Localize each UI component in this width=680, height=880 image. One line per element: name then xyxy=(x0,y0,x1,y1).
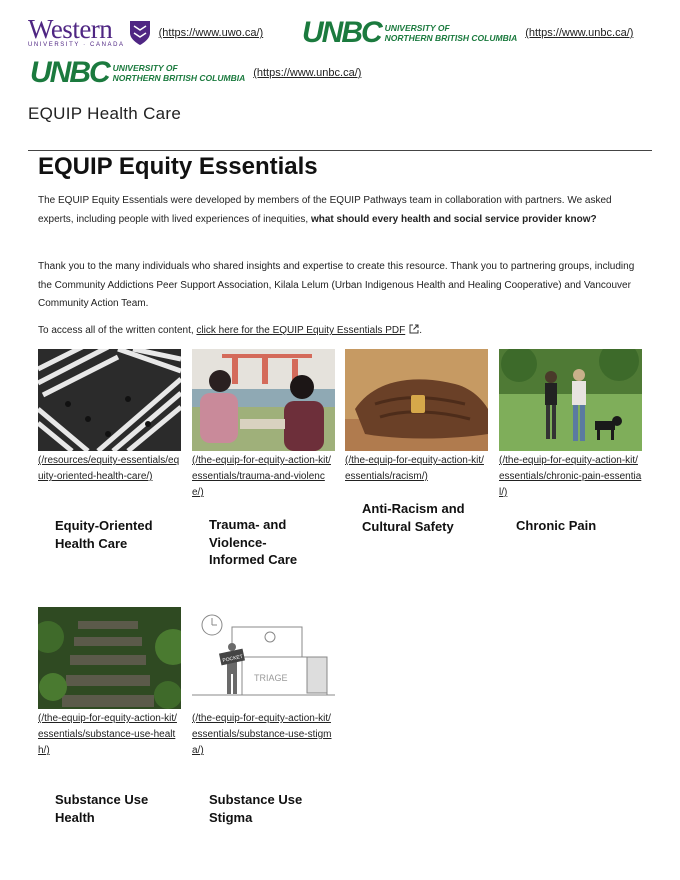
harbour-women-photo[interactable] xyxy=(192,349,335,451)
pdf-lead: To access all of the written content, xyxy=(38,325,197,336)
card-anti-racism[interactable] xyxy=(345,349,489,534)
western-subline: UNIVERSITY · CANADA xyxy=(28,42,125,48)
unbc-link[interactable]: (https://www.unbc.ca/) xyxy=(253,67,362,79)
intro-text: The EQUIP Equity Essentials were developed by members of the EQUIP Pathways team in collaboration with partners. We asked experts, including people with lived experiences of inequities, xyxy=(38,195,612,225)
walking-dog-photo[interactable] xyxy=(499,349,642,451)
card-equity-oriented[interactable] xyxy=(38,349,182,551)
unbc-line1: UNIVERSITY OF xyxy=(112,63,178,73)
western-crest-icon xyxy=(129,20,151,46)
page-title: EQUIP Equity Essentials xyxy=(38,153,318,180)
card-link[interactable]: (/the-equip-for-equity-action-kit/essentials/racism/) xyxy=(345,455,484,482)
thanks-paragraph: Thank you to the many individuals who shared insights and expertise to create this resource. Thank you to partnering groups, including the Community Addictions Peer Support Association, Kilala Lelum (Urban Indigenous Health and Healing Cooperative) and Vancouver Community Action Team. xyxy=(38,261,635,309)
unbc-line1: UNIVERSITY OF xyxy=(384,23,450,33)
header-divider xyxy=(28,150,652,151)
external-link-icon xyxy=(409,324,419,334)
card-caption[interactable]: Trauma- and Violence-Informed Care xyxy=(209,517,298,567)
unbc-link[interactable]: (https://www.unbc.ca/) xyxy=(525,27,634,39)
crosswalk-photo[interactable] xyxy=(38,349,181,451)
card-link[interactable]: (/the-equip-for-equity-action-kit/essentials/chronic-pain-essential/) xyxy=(499,455,642,498)
intro-paragraph xyxy=(38,192,644,229)
card-caption[interactable]: Anti-Racism and Cultural Safety xyxy=(362,501,465,534)
pocket-box-text: POCKET xyxy=(222,653,244,664)
western-link[interactable]: (https://www.uwo.ca/) xyxy=(158,27,264,39)
pdf-paragraph xyxy=(38,322,644,341)
card-caption[interactable]: Substance Use Health xyxy=(55,792,149,825)
card-link[interactable]: (/the-equip-for-equity-action-kit/essentials/trauma-and-violence/) xyxy=(192,455,331,498)
card-link[interactable]: (/the-equip-for-equity-action-kit/essentials/substance-use-health/) xyxy=(38,713,177,756)
card-chronic-pain[interactable] xyxy=(499,349,643,533)
unbc-line2: NORTHERN BRITISH COLUMBIA xyxy=(112,73,246,83)
unbc-mark: UNBC xyxy=(302,16,381,49)
site-title[interactable]: EQUIP Health Care xyxy=(28,104,182,123)
card-caption[interactable]: Chronic Pain xyxy=(516,518,597,533)
western-wordmark: Western xyxy=(28,14,113,44)
western-logo[interactable] xyxy=(28,14,264,48)
pdf-end: . xyxy=(419,325,422,336)
card-caption[interactable]: Substance Use Stigma xyxy=(209,792,303,825)
card-link[interactable]: (/resources/equity-essentials/equity-oriented-health-care/) xyxy=(38,455,180,482)
stigma-illustration[interactable] xyxy=(192,607,335,709)
card-substance-use-health[interactable] xyxy=(38,607,182,825)
unbc-mark: UNBC xyxy=(30,56,109,89)
card-caption[interactable]: Equity-Oriented Health Care xyxy=(55,518,153,551)
card-link[interactable]: (/the-equip-for-equity-action-kit/essentials/substance-use-stigma/) xyxy=(192,713,332,756)
unbc-logo-bottom[interactable] xyxy=(30,58,361,88)
card-substance-use-stigma[interactable] xyxy=(192,607,336,825)
triage-sign-text: TRIAGE xyxy=(254,673,288,683)
pdf-link[interactable] xyxy=(196,325,419,336)
card-trauma-violence[interactable] xyxy=(192,349,336,567)
unbc-line2: NORTHERN BRITISH COLUMBIA xyxy=(384,33,518,43)
intro-question: what should every health and social service provider know? xyxy=(310,213,597,225)
pdf-link-label: click here for the EQUIP Equity Essentials PDF xyxy=(196,325,406,336)
mossy-stairs-photo[interactable] xyxy=(38,607,181,709)
unbc-logo-top[interactable] xyxy=(302,18,633,48)
hand-ring-photo[interactable] xyxy=(345,349,488,451)
